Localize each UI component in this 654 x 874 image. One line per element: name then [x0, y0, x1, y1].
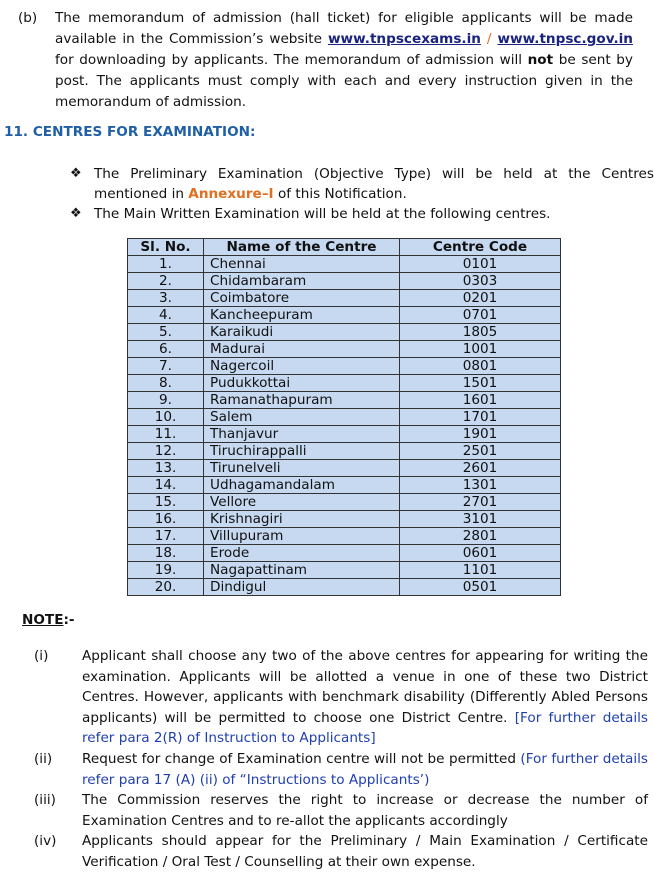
table-header-row	[128, 239, 561, 256]
note-list	[22, 646, 648, 873]
sl-no-cell: 18.	[128, 545, 204, 562]
centre-name-cell: Madurai	[204, 341, 400, 358]
centre-name-cell: Ramanathapuram	[204, 392, 400, 409]
sl-no-cell: 19.	[128, 562, 204, 579]
centre-code-cell: 0701	[400, 307, 561, 324]
centre-code-cell: 0501	[400, 579, 561, 596]
centre-code-cell: 1101	[400, 562, 561, 579]
sl-no-cell: 7.	[128, 358, 204, 375]
paragraph-text-part: for downloading by applicants. The memorandum of admission will	[55, 52, 528, 68]
sl-no-cell: 12.	[128, 443, 204, 460]
sl-no-cell: 2.	[128, 273, 204, 290]
table-row	[128, 579, 561, 596]
bullet-list	[68, 164, 654, 224]
note-number: (iv)	[34, 833, 57, 850]
table-row	[128, 494, 561, 511]
table-row	[128, 426, 561, 443]
table-row	[128, 528, 561, 545]
header-centre-name: Name of the Centre	[204, 239, 400, 256]
centre-code-cell: 3101	[400, 511, 561, 528]
sl-no-cell: 20.	[128, 579, 204, 596]
note-reference: (For further details refer para 17 (A) (ii) of “Instructions to Applicants’)	[82, 750, 648, 788]
centre-name-cell: Coimbatore	[204, 290, 400, 307]
centre-name-cell: Karaikudi	[204, 324, 400, 341]
annexure-reference: Annexure–I	[188, 186, 274, 202]
table-row	[128, 392, 561, 409]
sl-no-cell: 10.	[128, 409, 204, 426]
bullet-text: of this Notification.	[273, 186, 407, 202]
centre-code-cell: 1901	[400, 426, 561, 443]
note-heading	[22, 612, 75, 628]
sl-no-cell: 17.	[128, 528, 204, 545]
diamond-bullet-icon: ❖	[70, 166, 82, 181]
sl-no-cell: 11.	[128, 426, 204, 443]
centre-code-cell: 0201	[400, 290, 561, 307]
centre-name-cell: Salem	[204, 409, 400, 426]
sl-no-cell: 16.	[128, 511, 204, 528]
table-row	[128, 290, 561, 307]
note-item	[22, 749, 648, 790]
note-item	[22, 831, 648, 872]
sl-no-cell: 8.	[128, 375, 204, 392]
section-heading: 11. CENTRES FOR EXAMINATION:	[4, 124, 256, 140]
centre-name-cell: Erode	[204, 545, 400, 562]
centre-name-cell: Villupuram	[204, 528, 400, 545]
centres-table	[127, 238, 561, 596]
centre-name-cell: Kancheepuram	[204, 307, 400, 324]
table-row	[128, 443, 561, 460]
sl-no-cell: 13.	[128, 460, 204, 477]
note-heading-suffix: :-	[63, 612, 75, 628]
sl-no-cell: 1.	[128, 256, 204, 273]
centre-code-cell: 2601	[400, 460, 561, 477]
centre-code-cell: 0801	[400, 358, 561, 375]
sl-no-cell: 14.	[128, 477, 204, 494]
table-row	[128, 341, 561, 358]
centre-name-cell: Tiruchirappalli	[204, 443, 400, 460]
centre-name-cell: Chennai	[204, 256, 400, 273]
diamond-bullet-icon: ❖	[70, 206, 82, 221]
table-row	[128, 460, 561, 477]
paragraph-text	[55, 8, 633, 113]
table-row	[128, 477, 561, 494]
centre-code-cell: 2701	[400, 494, 561, 511]
header-sl-no: Sl. No.	[128, 239, 204, 256]
link-separator: /	[480, 31, 498, 47]
centre-name-cell: Krishnagiri	[204, 511, 400, 528]
table-row	[128, 545, 561, 562]
bold-not: not	[527, 52, 554, 68]
centre-code-cell: 1701	[400, 409, 561, 426]
paragraph-label: (b)	[18, 10, 38, 26]
tnpsc-gov-link[interactable]: www.tnpsc.gov.in	[497, 31, 633, 47]
centre-code-cell: 0303	[400, 273, 561, 290]
paragraph-text-part: be sent by post. The applicants must comply with each and every instruction given in the memorandum of admission.	[55, 52, 633, 110]
tnpscexams-link[interactable]: www.tnpscexams.in	[327, 31, 481, 47]
bullet-text: The Preliminary Examination (Objective Type) will be held at the Centres mentioned in	[94, 166, 654, 202]
centre-name-cell: Udhagamandalam	[204, 477, 400, 494]
sl-no-cell: 6.	[128, 341, 204, 358]
centre-code-cell: 2801	[400, 528, 561, 545]
centre-name-cell: Pudukkottai	[204, 375, 400, 392]
sl-no-cell: 4.	[128, 307, 204, 324]
table-row	[128, 307, 561, 324]
note-text: The Commission reserves the right to increase or decrease the number of Examination Centres and to re-allot the applicants accordingly	[82, 792, 648, 829]
bullet-text: The Main Written Examination will be held at the following centres.	[94, 206, 551, 222]
paragraph-text-part: The memorandum of admission (hall ticket) for eligible applicants will be made available in the Commission’s website	[55, 10, 633, 47]
centre-code-cell: 0601	[400, 545, 561, 562]
sl-no-cell: 3.	[128, 290, 204, 307]
bullet-preliminary	[68, 164, 654, 204]
centre-name-cell: Chidambaram	[204, 273, 400, 290]
note-item	[22, 790, 648, 831]
centre-name-cell: Nagapattinam	[204, 562, 400, 579]
note-number: (iii)	[34, 792, 56, 809]
centre-name-cell: Nagercoil	[204, 358, 400, 375]
table-row	[128, 511, 561, 528]
centre-name-cell: Dindigul	[204, 579, 400, 596]
note-number: (i)	[34, 648, 49, 664]
centre-code-cell: 1805	[400, 324, 561, 341]
note-heading-text: NOTE	[22, 612, 64, 628]
table-row	[128, 375, 561, 392]
note-text: Applicants should appear for the Preliminary / Main Examination / Certificate Verification / Oral Test / Counselling at their own expense.	[82, 833, 648, 870]
table-row	[128, 324, 561, 341]
centre-code-cell: 1001	[400, 341, 561, 358]
centre-name-cell: Vellore	[204, 494, 400, 511]
sl-no-cell: 5.	[128, 324, 204, 341]
table-row	[128, 409, 561, 426]
note-reference: [For further details refer para 2(R) of Instruction to Applicants]	[82, 709, 648, 747]
note-item	[22, 646, 648, 749]
table-row	[128, 562, 561, 579]
centre-code-cell: 1601	[400, 392, 561, 409]
centre-code-cell: 1501	[400, 375, 561, 392]
table-row	[128, 256, 561, 273]
centre-code-cell: 1301	[400, 477, 561, 494]
centre-code-cell: 0101	[400, 256, 561, 273]
centre-name-cell: Tirunelveli	[204, 460, 400, 477]
sl-no-cell: 9.	[128, 392, 204, 409]
table-row	[128, 358, 561, 375]
centre-name-cell: Thanjavur	[204, 426, 400, 443]
note-number: (ii)	[34, 750, 53, 767]
table-row	[128, 273, 561, 290]
note-text: Request for change of Examination centre will not be permitted	[82, 750, 521, 767]
header-centre-code: Centre Code	[400, 239, 561, 256]
centre-code-cell: 2501	[400, 443, 561, 460]
note-text: Applicant shall choose any two of the above centres for appearing for writing the examination. Applicants will be allotted a venue in one of these two District Centres. However, applicants with benchmark disability (Differently Abled Persons applicants) will be permitted to choose one District Centre.	[82, 648, 648, 726]
bullet-main	[68, 204, 654, 224]
sl-no-cell: 15.	[128, 494, 204, 511]
